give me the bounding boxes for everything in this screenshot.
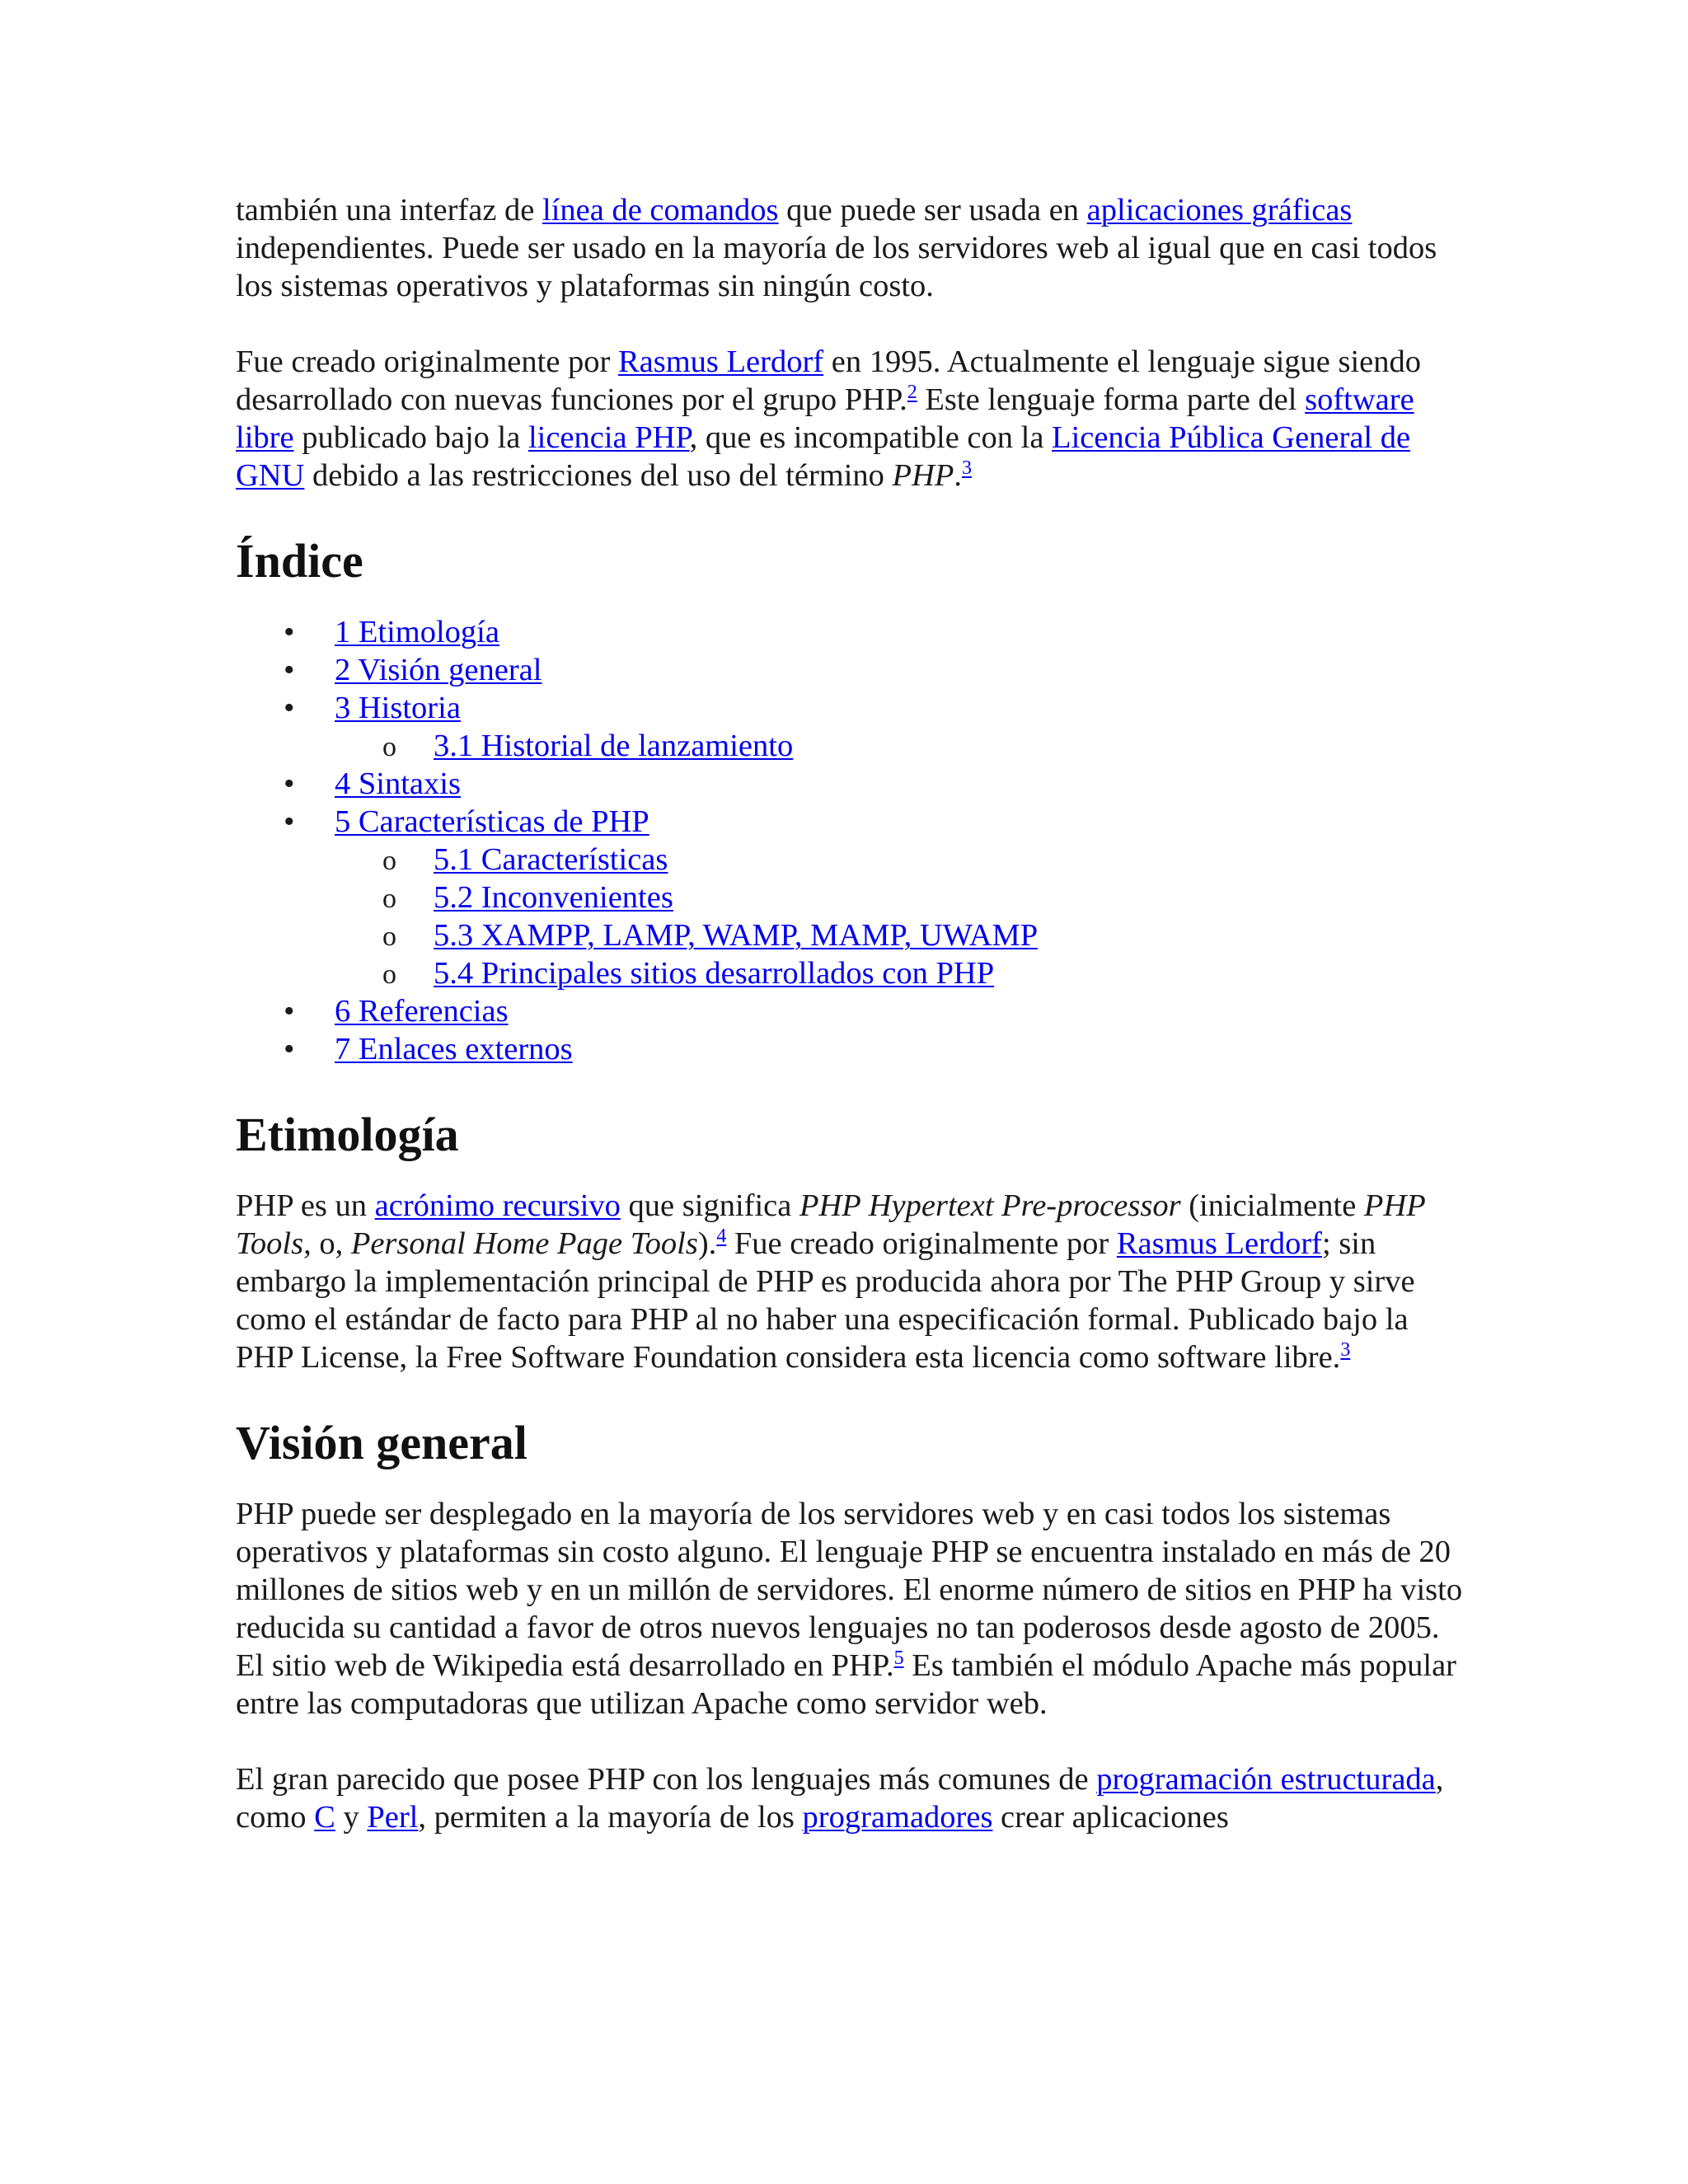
toc-link-vision-general[interactable]: 2 Visión general — [335, 653, 542, 687]
toc-link-xampp[interactable]: 5.3 XAMPP, LAMP, WAMP, MAMP, UWAMP — [434, 918, 1039, 953]
text: debido a las restricciones del uso del término — [304, 458, 893, 493]
text: Fue creado originalmente por — [726, 1226, 1117, 1261]
ref-link-3b[interactable]: 3 — [1340, 1339, 1351, 1361]
toc-link-historia[interactable]: 3 Historia — [335, 691, 461, 725]
intro-paragraph-2 — [236, 343, 1472, 494]
ref-link-3[interactable]: 3 — [962, 457, 973, 480]
toc-subitem — [335, 841, 1472, 879]
toc-link-sintaxis[interactable]: 4 Sintaxis — [335, 766, 461, 801]
text: , que es incompatible con la — [689, 420, 1053, 455]
text: publicado bajo la — [293, 420, 528, 455]
text: . — [954, 458, 963, 493]
intro-paragraph-1 — [236, 191, 1472, 305]
toc-subitem — [335, 954, 1472, 992]
text: independientes. Puede ser usado en la mayoría de los servidores web al igual que en casi todos los sistemas operativos y plataformas sin ningún costo. — [236, 231, 1437, 303]
toc-subitem — [335, 879, 1472, 916]
emphasis: Personal Home Page Tools — [350, 1226, 698, 1261]
toc-link-caracteristicas[interactable]: 5.1 Características — [434, 842, 668, 877]
text: El gran parecido que posee PHP con los lenguajes más comunes de — [236, 1762, 1097, 1797]
emphasis: PHP Tools — [236, 1188, 1426, 1261]
link-c[interactable]: C — [314, 1800, 335, 1835]
vision-paragraph-2 — [236, 1760, 1472, 1836]
text: (inicialmente — [1180, 1188, 1364, 1223]
document-page — [236, 191, 1472, 1874]
text: PHP es un — [236, 1188, 375, 1223]
link-perl[interactable]: Perl — [367, 1800, 419, 1835]
etimologia-heading: Etimología — [236, 1108, 459, 1161]
link-programacion-estructurada[interactable]: programación estructurada — [1096, 1762, 1436, 1797]
text: , permiten a la mayoría de los — [418, 1800, 803, 1835]
toc-item — [236, 992, 1472, 1030]
text: en 1995. Actualmente el lenguaje sigue siendo desarrollado con nuevas funciones por el grupo PHP. — [236, 344, 1421, 417]
toc-link-inconvenientes[interactable]: 5.2 Inconvenientes — [434, 880, 673, 915]
link-rasmus-lerdorf-2[interactable]: Rasmus Lerdorf — [1116, 1226, 1322, 1261]
vision-paragraph-1 — [236, 1495, 1472, 1722]
toc-subitem — [335, 916, 1472, 954]
text: ). — [697, 1226, 717, 1261]
emphasis: PHP — [892, 458, 954, 493]
toc-link-historial-lanzamiento[interactable]: 3.1 Historial de lanzamiento — [434, 729, 794, 763]
link-licencia-php[interactable]: licencia PHP — [528, 420, 690, 455]
toc-sublist — [335, 727, 1472, 765]
toc-subitem — [335, 727, 1472, 765]
link-programadores[interactable]: programadores — [802, 1800, 993, 1835]
text: PHP puede ser desplegado en la mayoría de los servidores web y en casi todos los sistemas operativos y plataformas sin costo alguno. El lenguaje PHP se encuentra instalado en más de 20 millones de sitios web y en un millón de servidores. El enorme número de sitios en PHP ha visto reducida su cantidad a favor de otros nuevos lenguajes no tan poderosos desde agosto de 2005. El sitio web de Wikipedia está desarrollado en PHP. — [236, 1497, 1463, 1683]
toc-item — [236, 613, 1472, 651]
emphasis: PHP Hypertext Pre-processor — [799, 1188, 1181, 1223]
toc-link-referencias[interactable]: 6 Referencias — [335, 994, 509, 1029]
text: Fue creado originalmente por — [236, 344, 618, 379]
link-linea-de-comandos[interactable]: línea de comandos — [542, 193, 779, 227]
text: y — [335, 1800, 368, 1835]
link-software-libre[interactable]: software libre — [236, 382, 1414, 455]
toc-item — [236, 689, 1472, 765]
toc-link-caracteristicas-php[interactable]: 5 Características de PHP — [335, 804, 649, 839]
link-acronimo-recursivo[interactable]: acrónimo recursivo — [374, 1188, 621, 1223]
text: ; sin embargo la implementación principal de PHP es producida ahora por The PHP Group y sirve como el estándar de facto para PHP al no haber una especificación formal. Publicado bajo la PHP License, la Free Software Foundation considera esta licencia como software libre. — [236, 1226, 1415, 1375]
text: Es también el módulo Apache más popular entre las computadoras que utilizan Apache como servidor web. — [236, 1648, 1456, 1721]
toc-heading: Índice — [236, 534, 363, 588]
ref-link-4[interactable]: 4 — [716, 1226, 727, 1248]
link-aplicaciones-graficas[interactable]: aplicaciones gráficas — [1086, 193, 1353, 227]
toc-item — [236, 651, 1472, 689]
toc-item — [236, 1030, 1472, 1068]
table-of-contents — [236, 613, 1472, 1068]
toc-link-principales-sitios[interactable]: 5.4 Principales sitios desarrollados con PHP — [434, 956, 995, 991]
text: también una interfaz de — [236, 193, 542, 227]
text: que puede ser usada en — [778, 193, 1087, 227]
ref-link-5[interactable]: 5 — [893, 1647, 904, 1670]
toc-item — [236, 765, 1472, 803]
toc-sublist — [335, 841, 1472, 992]
text: Este lenguaje forma parte del — [917, 382, 1306, 417]
ref-link-2[interactable]: 2 — [907, 382, 917, 404]
vision-heading: Visión general — [236, 1416, 528, 1469]
text: , o, — [303, 1226, 351, 1261]
link-licencia-gnu[interactable]: Licencia Pública General de GNU — [236, 420, 1411, 493]
toc-link-enlaces-externos[interactable]: 7 Enlaces externos — [335, 1032, 573, 1066]
text: , como — [236, 1762, 1444, 1835]
text: que significa — [620, 1188, 799, 1223]
text: crear aplicaciones — [992, 1800, 1229, 1835]
etimologia-paragraph — [236, 1187, 1472, 1376]
toc-item — [236, 803, 1472, 992]
link-rasmus-lerdorf[interactable]: Rasmus Lerdorf — [617, 344, 824, 379]
toc-link-etimologia[interactable]: 1 Etimología — [335, 615, 499, 649]
